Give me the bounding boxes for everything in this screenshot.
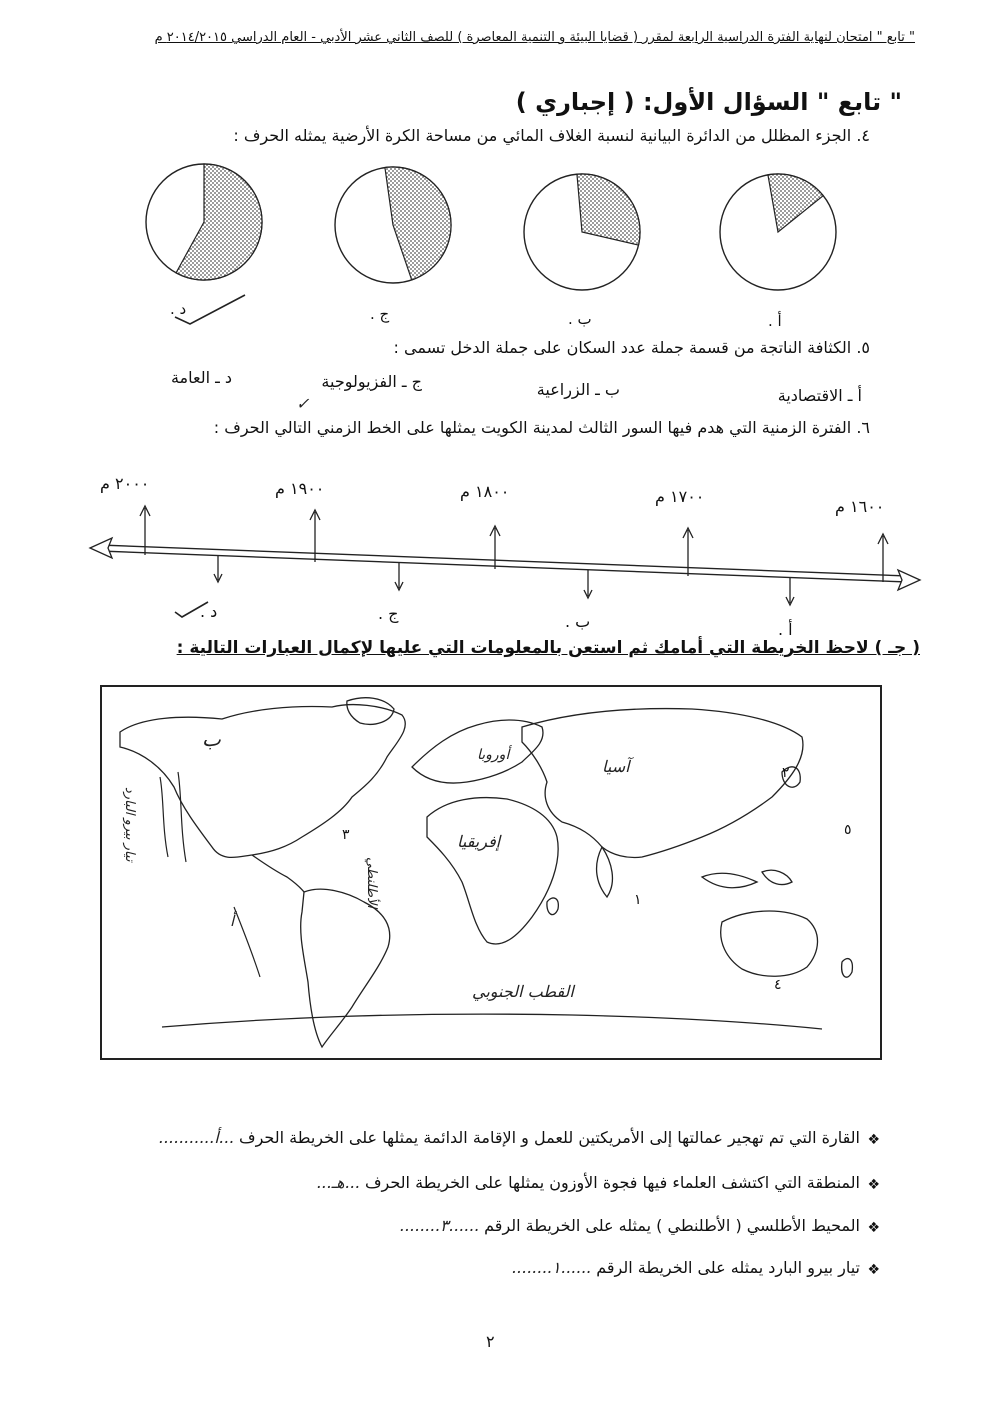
map-number-5: ٥ [844,822,852,838]
map-number-1: ١ [634,892,642,908]
q5-option-a: أ ـ الاقتصادية [777,386,862,405]
map-antarctica: القطب الجنوبي [472,982,574,1001]
map-cold-current: تيار بيرو البارد [122,787,137,862]
year-1900: ١٩٠٠ م [275,479,325,498]
pie-label-c: ج . [370,305,390,323]
statement-2: المنطقة التي اكتشف العلماء فيها فجوة الأوزون يمثلها على الخريطة الحرف ...هـ... [316,1173,860,1192]
map-letter-b: ب [202,727,221,751]
q4-pie-charts [130,160,860,300]
statement-3: المحيط الأطلسي ( الأطلنطي ) يمثله على الخريطة الرقم ......٣........ [399,1216,860,1235]
statement-4: تيار بيرو البارد يمثله على الخريطة الرقم ......١........ [511,1258,860,1277]
map-atlantic: الأطلنطي [364,857,379,909]
year-1600: ١٦٠٠ م [835,497,885,516]
year-2000: ٢٠٠٠ م [100,474,150,493]
map-europe: أوروبا [477,747,510,763]
q4-text: ٤. الجزء المظلل من الدائرة البيانية لنسبة الغلاف المائي من مساحة الكرة الأرضية يمثله الحرف : [233,126,870,145]
statement-1: القارة التي تم تهجير عمالتها إلى الأمريكتين للعمل و الإقامة الدائمة يمثلها على الخريطة الحرف ...أ........... [158,1128,860,1147]
world-map [100,685,882,1060]
section-title: " تابع " السؤال الأول: ( إجباري ) [515,88,902,116]
page-number: ٢ [486,1332,495,1351]
pie-label-b: ب . [568,310,592,328]
timeline-option-a: أ . [778,620,793,639]
timeline-option-b: ب . [565,612,591,631]
bullet-icon: ❖ [867,1262,880,1278]
pie-label-a: أ . [768,312,782,330]
map-africa: إفريقيا [457,832,501,851]
bullet-icon: ❖ [867,1177,880,1193]
pie-label-d: د . [170,300,187,318]
map-number-2: ٢ [782,765,790,781]
q5-text: ٥. الكثافة الناتجة من قسمة جملة عدد السكان على جملة الدخل تسمى : [393,338,870,357]
year-1700: ١٧٠٠ م [655,487,705,506]
year-1800: ١٨٠٠ م [460,482,510,501]
exam-header: " تابع " امتحان لنهاية الفترة الدراسية الرابعة لمقرر ( قضايا البيئة و التنمية المعاصرة ) للصف الثاني عشر الأدبي - العام الدراسي ٢٠١٤/٢٠١٥ م [154,30,915,45]
map-number-4: ٤ [774,977,782,993]
map-number-3: ٣ [342,827,350,843]
timeline-option-d: د . [200,602,218,621]
timeline-option-c: ج . [378,604,399,623]
bullet-icon: ❖ [867,1220,880,1236]
q5-option-d: د ـ العامة [170,368,232,387]
bullet-icon: ❖ [867,1132,880,1148]
q5-option-c: ج ـ الفزيولوجية [321,372,422,391]
q5-answer-mark: ✓ [296,394,310,413]
q4-answer-check [170,292,250,327]
part-c-title: ( جـ ) لاحظ الخريطة التي أمامك ثم استعن بالمعلومات التي عليها لإكمال العبارات التالية : [176,638,920,658]
q5-option-b: ب ـ الزراعية [536,380,620,399]
q6-answer-check [172,598,212,620]
map-asia: آسيا [602,757,630,776]
map-arrow-label: أ [230,912,235,930]
q6-text: ٦. الفترة الزمنية التي هدم فيها السور الثالث لمدينة الكويت يمثلها على الخط الزمني التالي الحرف : [213,418,870,437]
